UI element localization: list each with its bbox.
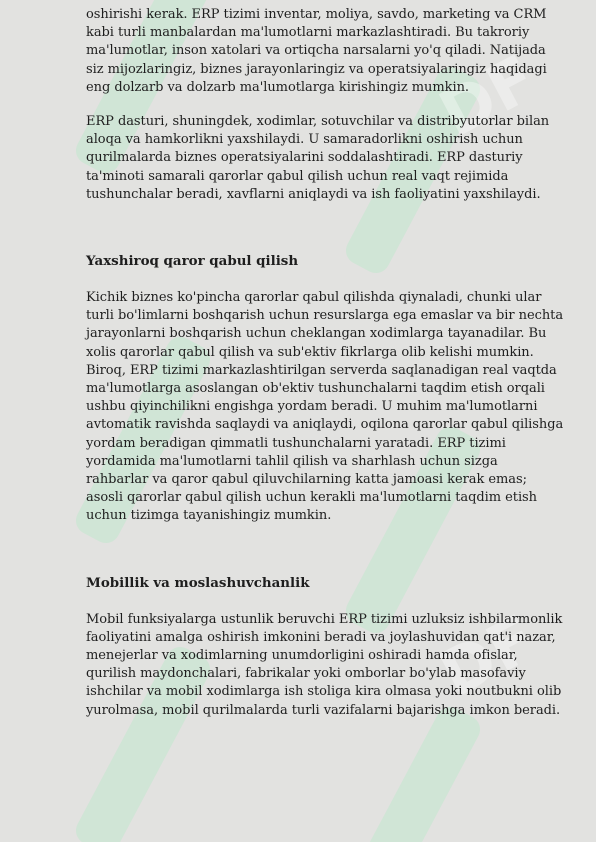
watermark-stripe [341,702,485,842]
watermark-logo-mark: DF [428,601,549,713]
section-heading-decision-making: Yaxshiroq qaror qabul qilish [86,253,299,270]
paragraph-mobility: Mobil funksiyalarga ustunlik beruvchi ERP tizimi uzluksiz ishbilarmonlik faoliyatini amalga oshirish imkonini beradi va joylashuvidan qat'i nazar, menejerlar va xodimlarning unumdorligini oshiradi hamda ofislar, qurilish maydonchalari, fabrikalar yoki omborlar bo'ylab masofaviy ishchilar va mobil xodimlarga ish stoliga kira olmasa yoki noutbukni olib yurolmasa, mobil qurilmalarda turli vazifalarni bajarishga imkon beradi. [86,611,563,718]
document-page [86,6,564,720]
paragraph-erp-centralization: oshirishi kerak. ERP tizimi inventar, moliya, savdo, marketing va CRM kabi turli manbalardan ma'lumotlarni markazlashtiradi. Bu takroriy ma'lumotlar, inson xatolari va ortiqcha narsalarni yo'q qiladi. Natijada siz mijozlaringiz, biznes jarayonlaringiz va operatsiyalaringiz haqidagi eng dolzarb va dolzarb ma'lumotlarga kirishingiz mumkin. [86,7,547,95]
paragraph-erp-collaboration: ERP dasturi, shuningdek, xodimlar, sotuvchilar va distribyutorlar bilan aloqa va hamkorlikni yaxshilaydi. U samaradorlikni oshirish uchun qurilmalarda biznes operatsiyalarini soddalashtiradi. ERP dasturiy ta'minoti samarali qarorlar qabul qilish uchun real vaqt rejimida tushunchalar beradi, xavflarni aniqlaydi va ish faoliyatini yaxshilaydi. [86,114,550,202]
paragraph-decision-making: Kichik biznes ko'pincha qarorlar qabul qilishda qiynaladi, chunki ular turli bo'limlarni boshqarish uchun resurslarga ega emaslar va bir nechta jarayonlarni boshqarish uchun cheklangan xodimlarga tayanadilar. Bu xolis qarorlar qabul qilish va sub'ektiv fikrlarga olib kelishi mumkin. Biroq, ERP tizimi markazlashtirilgan serverda saqlanadigan real vaqtda ma'lumotlarga asoslangan ob'ektiv tushunchalarni taqdim etish orqali ushbu qiyinchilikni engishga yordam beradi. U muhim ma'lumotlarni avtomatik ravishda saqlaydi va aniqlaydi, oqilona qarorlar qabul qilishga yordam beradigan qimmatli tushunchalarni yaratadi. ERP tizimi yordamida ma'lumotlarni tahlil qilish va sharhlash uchun sizga rahbarlar va qaror qabul qiluvchilarning katta jamoasi kerak emas; asosli qarorlar qabul qilish uchun kerakli ma'lumotlarni taqdim etish uchun tizimga tayanishingiz mumkin. [86,290,564,524]
watermark-logo-mark: DF [428,41,549,153]
section-heading-mobility: Mobillik va moslashuvchanlik [86,574,310,591]
